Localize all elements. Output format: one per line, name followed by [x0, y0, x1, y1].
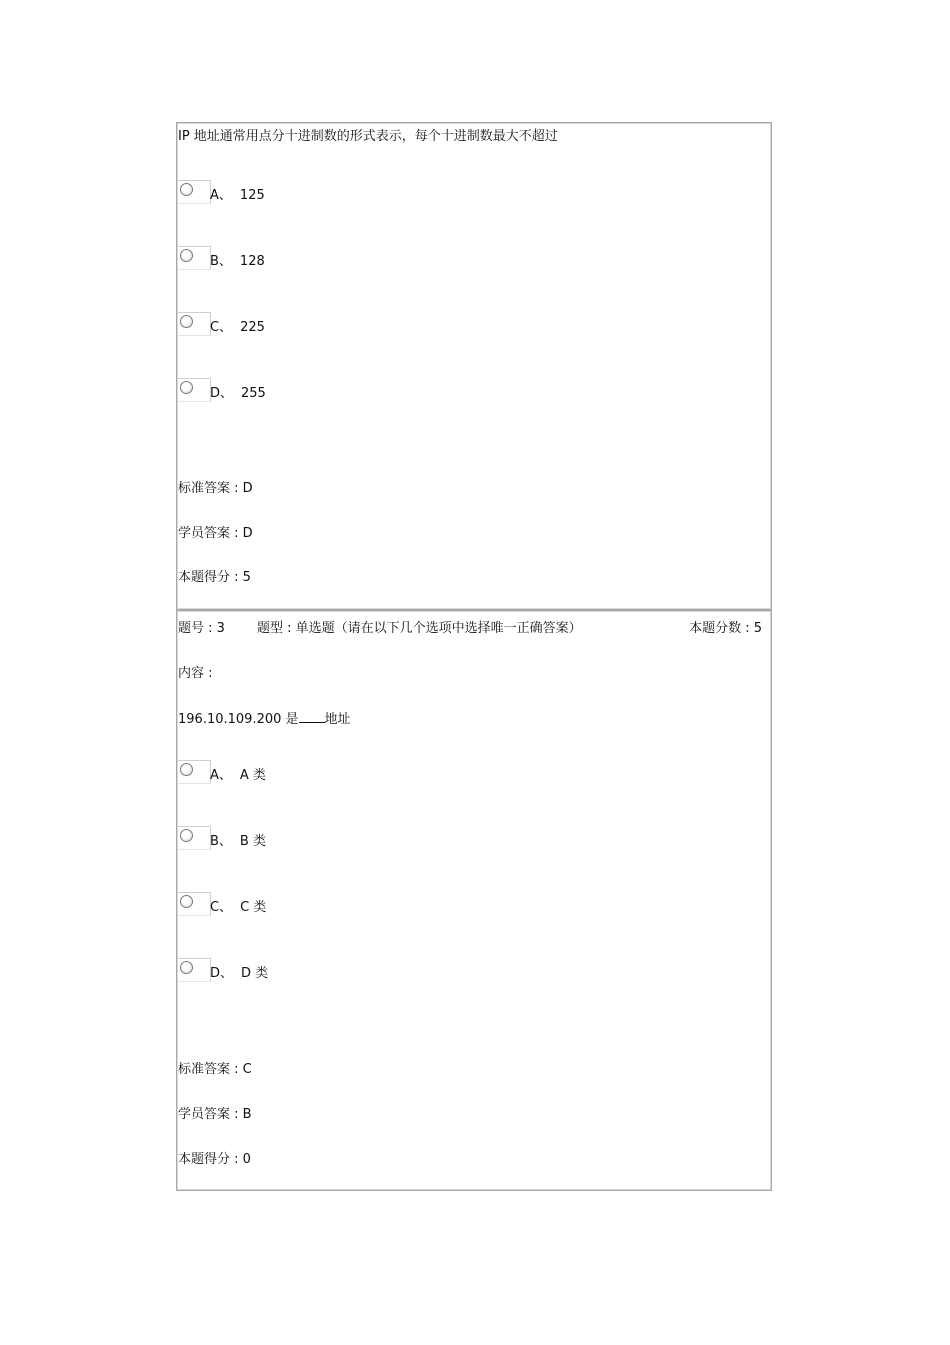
- question-stem: 196.10.109.200 是 地址: [178, 712, 351, 727]
- option-text: 125: [239, 188, 265, 203]
- question-points: 本题分数 : 5: [689, 621, 762, 636]
- standard-answer: 标准答案 : D: [178, 481, 253, 496]
- option-letter: B、: [210, 254, 232, 269]
- radio-button-icon[interactable]: [180, 895, 193, 908]
- option-text: 225: [240, 320, 265, 335]
- radio-button-icon[interactable]: [180, 961, 193, 974]
- question-score: 本题得分 : 0: [178, 1152, 251, 1167]
- radio-button-icon[interactable]: [180, 381, 193, 394]
- question-panel-2: [176, 610, 772, 1191]
- option-text: B 类: [239, 834, 266, 849]
- option-letter: C、: [210, 320, 233, 335]
- student-answer: 学员答案 : B: [178, 1107, 252, 1122]
- student-answer: 学员答案 : D: [178, 526, 253, 541]
- question-panel-1: [176, 122, 772, 610]
- option-letter: D、: [210, 386, 234, 401]
- option-letter: A、: [210, 768, 232, 783]
- option-letter: B、: [210, 834, 232, 849]
- option-text: D 类: [241, 966, 269, 981]
- standard-answer: 标准答案 : C: [178, 1062, 252, 1077]
- option-text: 255: [241, 386, 266, 401]
- radio-button-icon[interactable]: [180, 315, 193, 328]
- question-number: 题号 : 3: [178, 621, 225, 636]
- option-text: C 类: [240, 900, 267, 915]
- content-label: 内容 :: [178, 666, 213, 681]
- option-letter: C、: [210, 900, 233, 915]
- radio-button-icon[interactable]: [180, 249, 193, 262]
- radio-button-icon[interactable]: [180, 829, 193, 842]
- option-letter: D、: [210, 966, 234, 981]
- radio-button-icon[interactable]: [180, 183, 193, 196]
- option-letter: A、: [210, 188, 232, 203]
- question-stem: IP 地址通常用点分十进制数的形式表示，每个十进制数最大不超过: [178, 129, 558, 144]
- question-score: 本题得分 : 5: [178, 570, 251, 585]
- question-type: 题型 : 单选题（请在以下几个选项中选择唯一正确答案）: [257, 621, 582, 636]
- option-text: 128: [239, 254, 265, 269]
- option-text: A 类: [239, 768, 266, 783]
- radio-button-icon[interactable]: [180, 763, 193, 776]
- answer-blank: [299, 710, 325, 723]
